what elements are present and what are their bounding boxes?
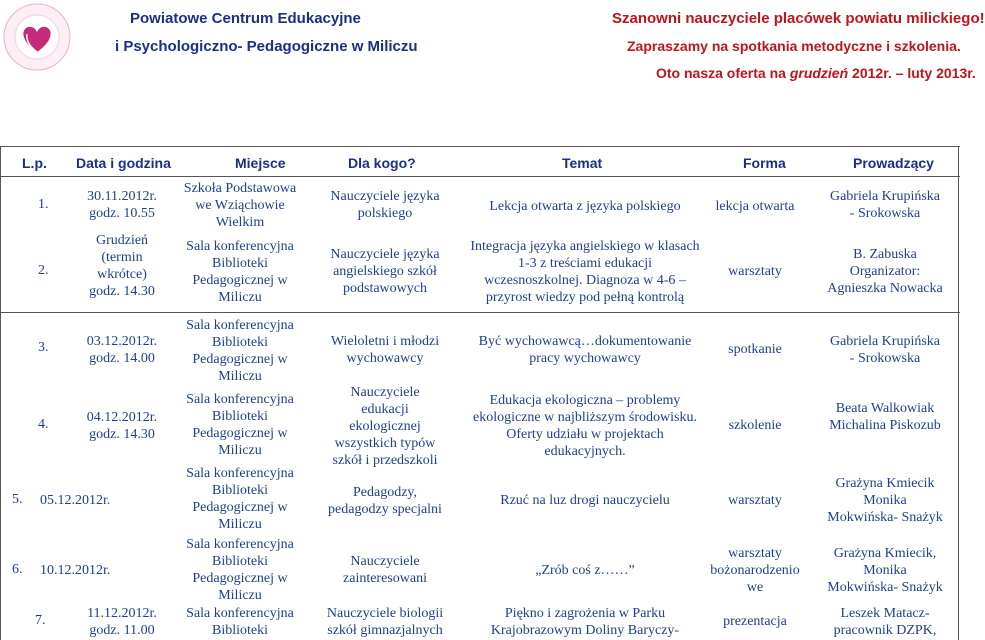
row-leader: B. Zabuska Organizator: Agnieszka Nowacka	[827, 247, 943, 296]
row-form: szkolenie	[728, 418, 782, 433]
table-top-rule	[0, 146, 960, 147]
institution-name-line1: Powiatowe Centrum Edukacyjne	[130, 10, 361, 27]
row-number: 5.	[12, 492, 23, 507]
row-number: 1.	[38, 197, 49, 212]
row-place: Sala konferencyjna Biblioteki Pedagogicznej w Miliczu	[186, 318, 294, 384]
column-header-date: Data i godzina	[76, 155, 171, 171]
row-place: Sala konferencyjna Biblioteki Pedagogicznej w Miliczu	[186, 537, 294, 603]
row-number: 4.	[38, 417, 49, 432]
row-topic: Integracja języka angielskiego w klasach 1-3 z treściami edukacji wczesnoszkolnej. Diagnoza w 4-6 – przyrost wiedzy pod pełną kontrolą	[470, 239, 700, 305]
table-header-rule	[0, 176, 960, 177]
row-topic: Edukacja ekologiczna – problemy ekologiczne w najbliższym środowisku. Oferty udziału w projektach edukacyjnych.	[473, 393, 697, 459]
row-leader: Gabriela Krupińska - Srokowska	[829, 334, 941, 366]
row-place: Szkoła Podstawowa we Wziąchowie Wielkim	[183, 181, 297, 230]
row-date: 30.11.2012r. godz. 10.55	[87, 189, 157, 221]
row-number: 7.	[35, 613, 46, 628]
row-place: Sala konferencyjna Biblioteki Pedagogicznej w Miliczu	[186, 466, 294, 532]
row-audience: Nauczyciele biologii szkół gimnazjalnych	[326, 606, 444, 638]
offer-prefix: Oto nasza oferta na	[656, 65, 790, 81]
column-header-form: Forma	[743, 155, 786, 171]
column-header-leader: Prowadzący	[853, 155, 934, 171]
row-date: 11.12.2012r. godz. 11.00	[87, 606, 157, 638]
row-leader: Grażyna Kmiecik, Monika Mokwińska- Snażyk	[827, 546, 943, 595]
row-audience: Nauczyciele języka polskiego	[330, 189, 440, 221]
column-header-lp: L.p.	[22, 155, 47, 171]
offer-suffix: 2012r. – luty 2013r.	[848, 65, 976, 81]
row-form: spotkanie	[728, 342, 782, 357]
row-leader: Grażyna Kmiecik Monika Mokwińska- Snażyk	[827, 476, 943, 525]
row-topic: Rzuć na luz drogi nauczycielu	[500, 493, 670, 508]
row-form: lekcja otwarta	[715, 199, 795, 214]
pce-logo	[2, 2, 72, 72]
row-date: 03.12.2012r. godz. 14.00	[86, 334, 158, 366]
row-date: 04.12.2012r. godz. 14.30	[86, 410, 158, 442]
column-header-place: Miejsce	[235, 155, 286, 171]
invitation-line: Zapraszamy na spotkania metodyczne i szkolenia.	[627, 38, 961, 54]
institution-name-line2: i Psychologiczno- Pedagogiczne w Miliczu	[115, 38, 418, 55]
row-number: 3.	[38, 340, 49, 355]
row-form: warsztaty bożonarodzenio we	[710, 546, 800, 595]
column-header-audience: Dla kogo?	[348, 155, 416, 171]
row-leader: Beata Walkowiak Michalina Piskozub	[829, 401, 941, 433]
row-audience: Pedagodzy, pedagodzy specjalni	[328, 485, 442, 517]
greeting-line: Szanowni nauczyciele placówek powiatu milickiego!	[612, 10, 985, 27]
row-audience: Nauczyciele zainteresowani	[343, 554, 427, 586]
row-leader: Leszek Matacz- pracownik DZPK,	[833, 606, 937, 638]
row-place: Sala konferencyjna Biblioteki Pedagogicznej w Miliczu	[186, 392, 294, 458]
row-form: prezentacja	[723, 614, 787, 629]
row-topic: Być wychowawcą…dokumentowanie pracy wychowawcy	[478, 334, 692, 366]
row-place: Sala konferencyjna Biblioteki Pedagogicznej w Miliczu	[186, 239, 294, 305]
offer-line	[656, 65, 976, 81]
row-number: 6.	[12, 562, 23, 577]
row-topic: Lekcja otwarta z języka polskiego	[489, 199, 681, 214]
row-place: Sala konferencyjna Biblioteki	[186, 606, 294, 638]
row-audience: Nauczyciele języka angielskiego szkół podstawowych	[330, 247, 440, 296]
table-row-rule	[0, 312, 960, 313]
row-number: 2.	[38, 263, 49, 278]
row-topic: „Zrób coś z……”	[535, 563, 635, 578]
row-form: warsztaty	[728, 493, 782, 508]
row-audience: Wieloletni i młodzi wychowawcy	[330, 334, 440, 366]
row-form: warsztaty	[728, 264, 782, 279]
grid-line	[958, 146, 959, 640]
row-topic: Piękno i zagrożenia w Parku Krajobrazowym Doliny Baryczy-	[490, 606, 680, 638]
column-header-topic: Temat	[562, 155, 603, 171]
grid-line	[0, 146, 1, 640]
row-audience: Nauczyciele edukacji ekologicznej wszystkich typów szkół i przedszkoli	[332, 385, 438, 468]
row-date: 10.12.2012r.	[40, 563, 111, 578]
row-date: Grudzień (termin wkrótce) godz. 14.30	[89, 233, 155, 299]
row-leader: Gabriela Krupińska - Srokowska	[829, 189, 941, 221]
offer-month: grudzień	[789, 65, 849, 81]
row-date: 05.12.2012r.	[40, 493, 111, 508]
